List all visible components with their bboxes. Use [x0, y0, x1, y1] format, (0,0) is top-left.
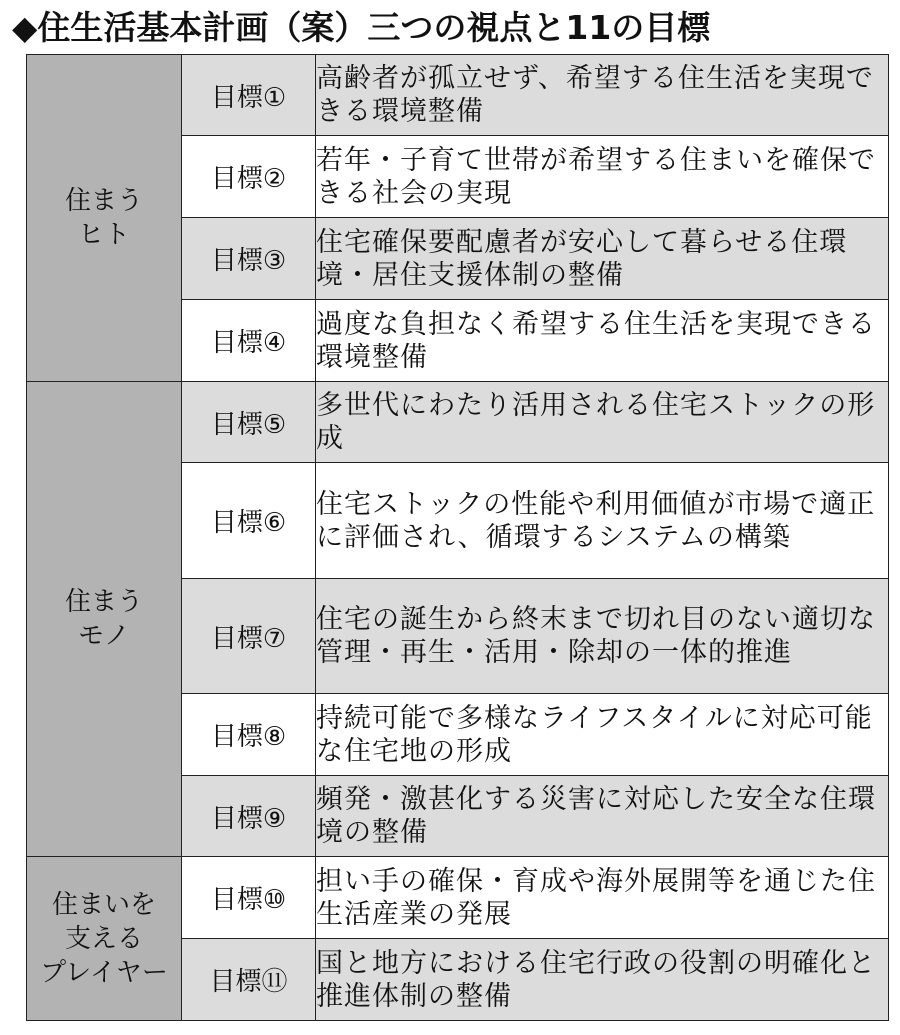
- goal-text: 住宅確保要配慮者が安心して暮らせる住環境・居住支援体制の整備: [316, 218, 889, 300]
- goal-number: 目標④: [182, 300, 316, 382]
- perspective-label: 住まう モノ: [64, 587, 143, 651]
- goal-text: 高齢者が孤立せず、希望する住生活を実現できる環境整備: [316, 55, 889, 136]
- goal-number: 目標⑥: [182, 463, 316, 579]
- perspective-label: 住まいを 支える プレイヤー: [40, 889, 168, 988]
- perspective-label: 住まう ヒト: [64, 186, 143, 250]
- table-row: [27, 55, 889, 136]
- goal-number: 目標①: [182, 55, 316, 136]
- perspective-cell-hito: [27, 55, 182, 382]
- goal-number: 目標③: [182, 218, 316, 300]
- goal-number: 目標⑩: [182, 857, 316, 939]
- goal-number: 目標⑦: [182, 579, 316, 694]
- goal-text: 多世代にわたり活用される住宅ストックの形成: [316, 382, 889, 463]
- goal-text: 住宅の誕生から終末まで切れ目のない適切な管理・再生・活用・除却の一体的推進: [316, 579, 889, 694]
- goal-number: 目標②: [182, 136, 316, 218]
- page-title: ◆住生活基本計画（案）三つの視点と11の目標: [12, 8, 711, 47]
- goal-text: 頻発・激甚化する災害に対応した安全な住環境の整備: [316, 776, 889, 857]
- goal-number: 目標⑤: [182, 382, 316, 463]
- table-row: [27, 857, 889, 939]
- goal-text: 住宅ストックの性能や利用価値が市場で適正に評価され、循環するシステムの構築: [316, 463, 889, 579]
- goal-text: 若年・子育て世帯が希望する住まいを確保できる社会の実現: [316, 136, 889, 218]
- goal-text: 持続可能で多様なライフスタイルに対応可能な住宅地の形成: [316, 694, 889, 776]
- goal-number: 目標⑪: [182, 939, 316, 1021]
- goal-number: 目標⑧: [182, 694, 316, 776]
- goal-text: 国と地方における住宅行政の役割の明確化と推進体制の整備: [316, 939, 889, 1021]
- goal-text: 担い手の確保・育成や海外展開等を通じた住生活産業の発展: [316, 857, 889, 939]
- perspective-cell-mono: [27, 382, 182, 857]
- table-row: [27, 382, 889, 463]
- goal-number: 目標⑨: [182, 776, 316, 857]
- goal-text: 過度な負担なく希望する住生活を実現できる環境整備: [316, 300, 889, 382]
- goals-table: [26, 54, 889, 1021]
- perspective-cell-player: [27, 857, 182, 1021]
